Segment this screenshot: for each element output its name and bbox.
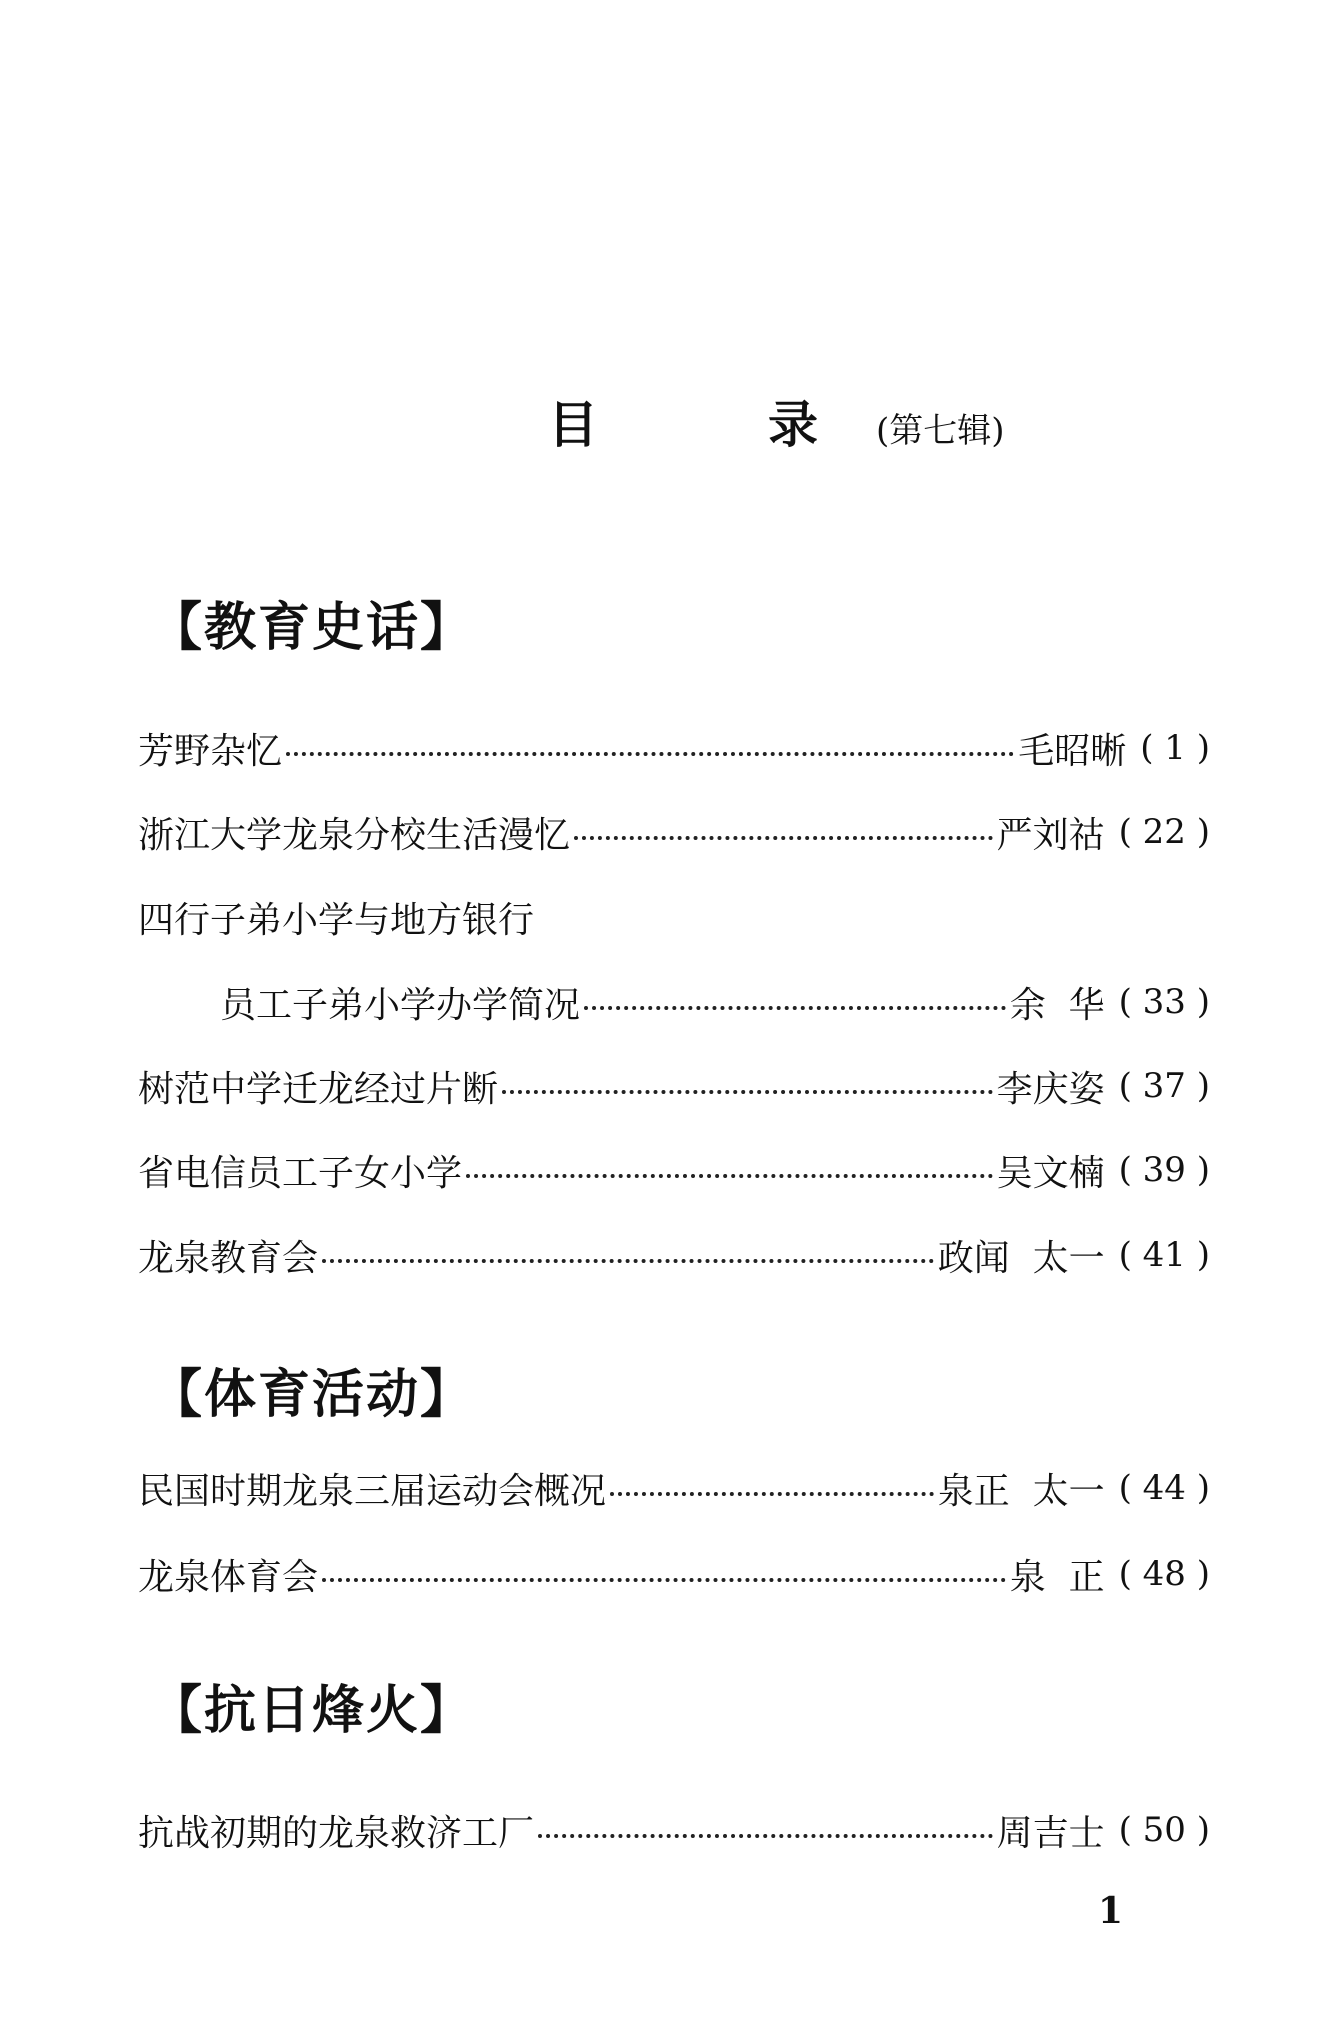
toc-entry-page: ( 39 ) xyxy=(1118,1150,1210,1190)
toc-entry[interactable] xyxy=(220,972,1210,1032)
toc-entry-page: ( 48 ) xyxy=(1118,1554,1210,1594)
toc-entry[interactable] xyxy=(138,1225,1210,1285)
dot-leader xyxy=(574,836,993,840)
toc-entry-page: ( 37 ) xyxy=(1118,1066,1210,1106)
toc-entry-author: 余 华 xyxy=(1009,984,1105,1026)
toc-entry-title: 树范中学迁龙经过片断 xyxy=(138,1068,499,1110)
toc-entry[interactable] xyxy=(138,1544,1210,1604)
toc-entry-page: ( 33 ) xyxy=(1118,982,1210,1022)
toc-entry[interactable] xyxy=(138,1056,1210,1116)
title-char-lu: 录 xyxy=(768,396,818,454)
toc-entry[interactable] xyxy=(138,802,1210,862)
toc-entry[interactable] xyxy=(138,1140,1210,1200)
toc-entry[interactable] xyxy=(138,718,1210,778)
dot-leader xyxy=(286,752,1014,756)
toc-entry-author: 周吉士 xyxy=(996,1812,1105,1854)
dot-leader xyxy=(538,1834,993,1838)
title-volume: (第七辑) xyxy=(876,411,1005,451)
toc-entry-author: 政闻 太一 xyxy=(937,1237,1105,1279)
dot-leader xyxy=(322,1259,934,1263)
toc-entry-title: 民国时期龙泉三届运动会概况 xyxy=(138,1470,607,1512)
page-number: 1 xyxy=(1098,1890,1124,1932)
toc-entry-title: 四行子弟小学与地方银行 xyxy=(138,899,535,941)
dot-leader xyxy=(610,1492,934,1496)
toc-entry-page: ( 22 ) xyxy=(1118,812,1210,852)
toc-entry[interactable] xyxy=(138,1800,1210,1860)
title-char-mu: 目 xyxy=(548,396,598,454)
dot-leader xyxy=(466,1174,993,1178)
toc-entry-page: ( 50 ) xyxy=(1118,1810,1210,1850)
page-title xyxy=(548,385,1005,455)
dot-leader xyxy=(584,1006,1006,1010)
toc-entry-author: 泉 正 xyxy=(1009,1556,1105,1598)
section-heading-sports: 【体育活动】 xyxy=(150,1365,475,1425)
dot-leader xyxy=(502,1090,993,1094)
toc-entry-page: ( 1 ) xyxy=(1140,728,1210,768)
toc-entry-page: ( 44 ) xyxy=(1118,1468,1210,1508)
toc-entry-author: 泉正 太一 xyxy=(937,1470,1105,1512)
toc-entry-author: 李庆姿 xyxy=(996,1068,1105,1110)
toc-entry-title: 省电信员工子女小学 xyxy=(138,1152,463,1194)
toc-entry-title: 芳野杂忆 xyxy=(138,730,283,772)
toc-entry-continued[interactable] xyxy=(138,887,1210,947)
toc-entry-author: 吴文楠 xyxy=(996,1152,1105,1194)
section-heading-education-history: 【教育史话】 xyxy=(150,598,475,658)
toc-entry-author: 严刘祜 xyxy=(996,814,1105,856)
section-heading-anti-japanese-war: 【抗日烽火】 xyxy=(150,1681,475,1741)
toc-entry-title: 龙泉教育会 xyxy=(138,1237,319,1279)
toc-entry-title: 龙泉体育会 xyxy=(138,1556,319,1598)
toc-entry-title: 浙江大学龙泉分校生活漫忆 xyxy=(138,814,571,856)
toc-entry-author: 毛昭晰 xyxy=(1018,730,1127,772)
dot-leader xyxy=(322,1578,1006,1582)
toc-entry-title: 抗战初期的龙泉救济工厂 xyxy=(138,1812,535,1854)
toc-entry-title: 员工子弟小学办学简况 xyxy=(220,984,581,1026)
toc-entry[interactable] xyxy=(138,1458,1210,1518)
toc-entry-page: ( 41 ) xyxy=(1118,1235,1210,1275)
